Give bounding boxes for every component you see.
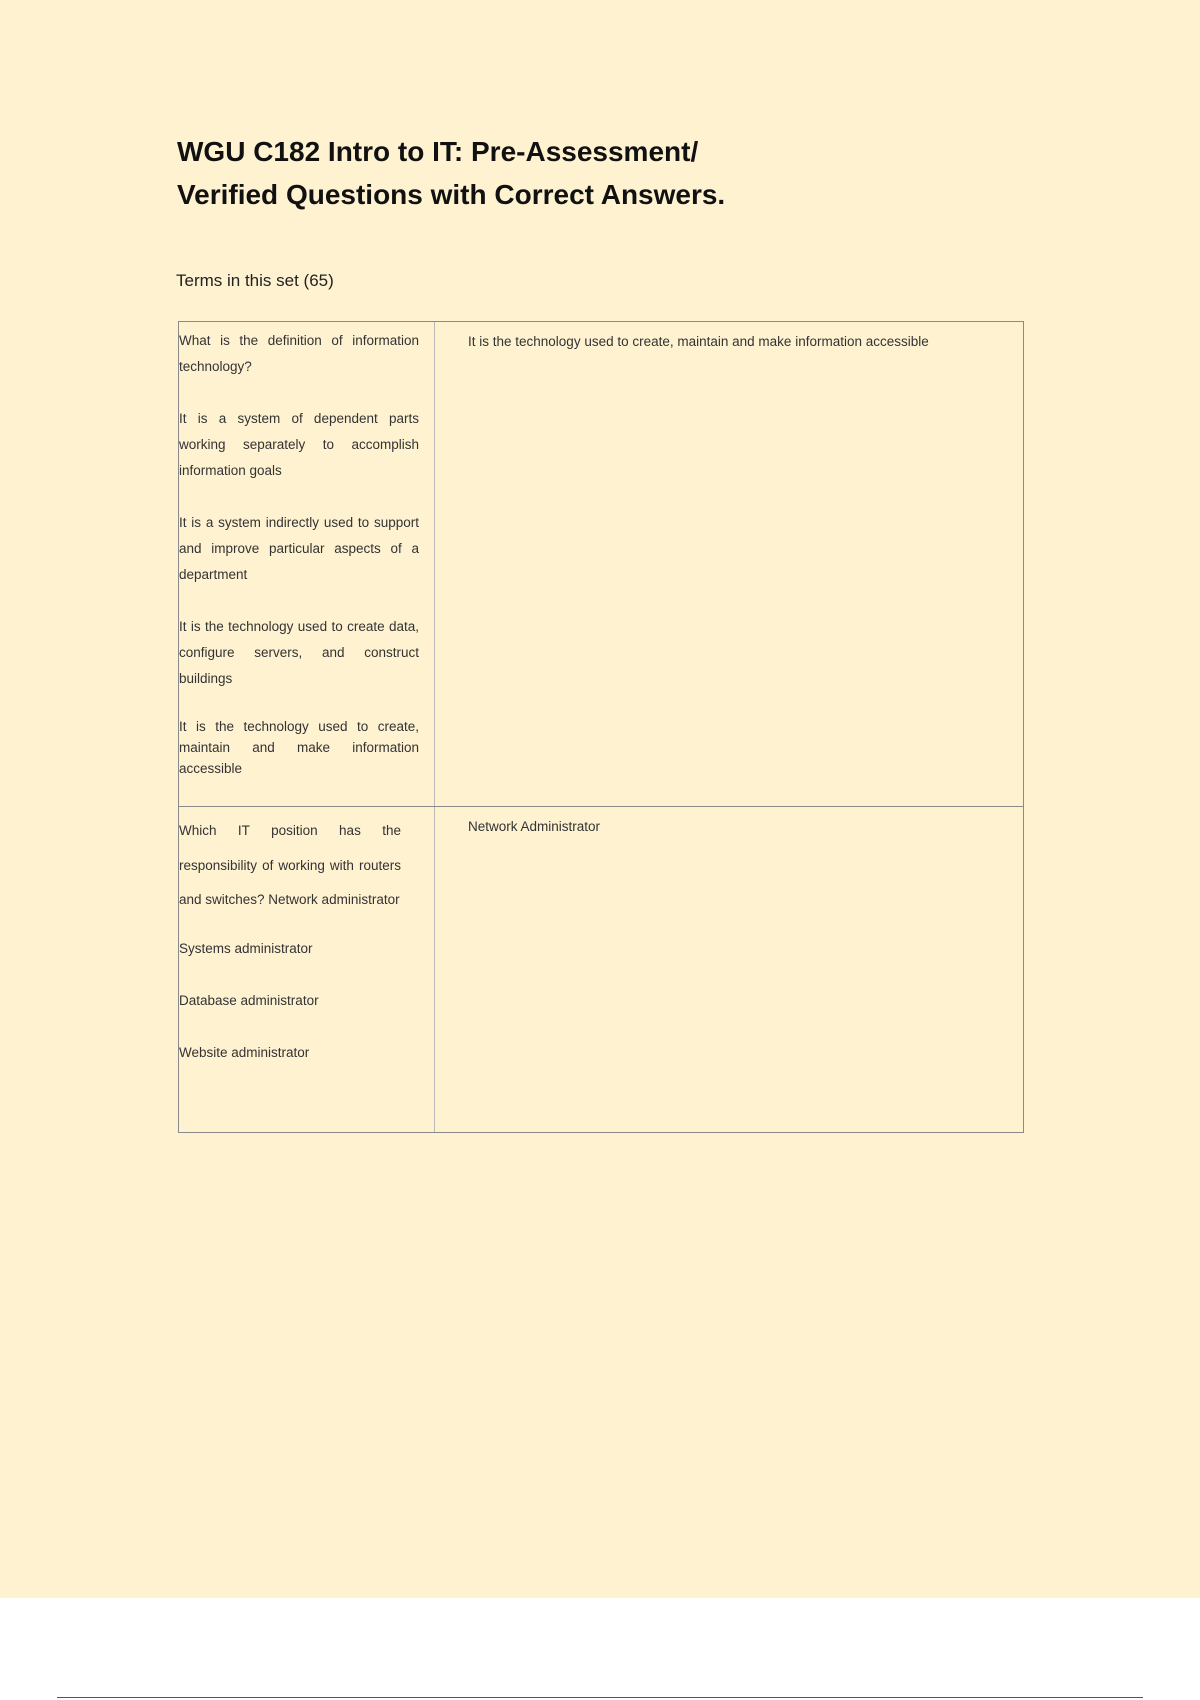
flashcard-row — [179, 807, 1023, 1132]
answer-option: It is a system indirectly used to support and improve particular aspects of a department — [179, 515, 419, 582]
term-cell — [179, 328, 419, 805]
answer-option: Systems administrator — [179, 940, 313, 956]
column-divider — [434, 322, 435, 806]
answer-option: Database administrator — [179, 992, 319, 1008]
answer-option: Website administrator — [179, 1044, 310, 1060]
terms-count-label: Terms in this set (65) — [176, 271, 334, 290]
title-line-1: WGU C182 Intro to IT: Pre-Assessment/ — [177, 136, 699, 167]
question-text: What is the definition of information technology? — [179, 333, 419, 374]
document-title — [177, 130, 877, 216]
title-line-2: Verified Questions with Correct Answers. — [177, 179, 726, 210]
definition-cell: It is the technology used to create, maintain and make information accessible — [468, 334, 929, 349]
term-cell — [179, 814, 401, 1092]
answer-option: It is a system of dependent parts working separately to accomplish information goals — [179, 411, 419, 478]
answer-option: It is the technology used to create, maintain and make information accessible — [179, 719, 419, 776]
question-text: Which IT position has the responsibility of working with routers and switches? Network administrator — [179, 823, 401, 907]
answer-option: It is the technology used to create data, configure servers, and construct buildings — [179, 619, 419, 686]
flashcard-row — [179, 322, 1023, 807]
footer-divider — [57, 1697, 1143, 1698]
flashcard-table — [178, 321, 1024, 1133]
column-divider — [434, 807, 435, 1132]
definition-cell: Network Administrator — [468, 819, 601, 834]
